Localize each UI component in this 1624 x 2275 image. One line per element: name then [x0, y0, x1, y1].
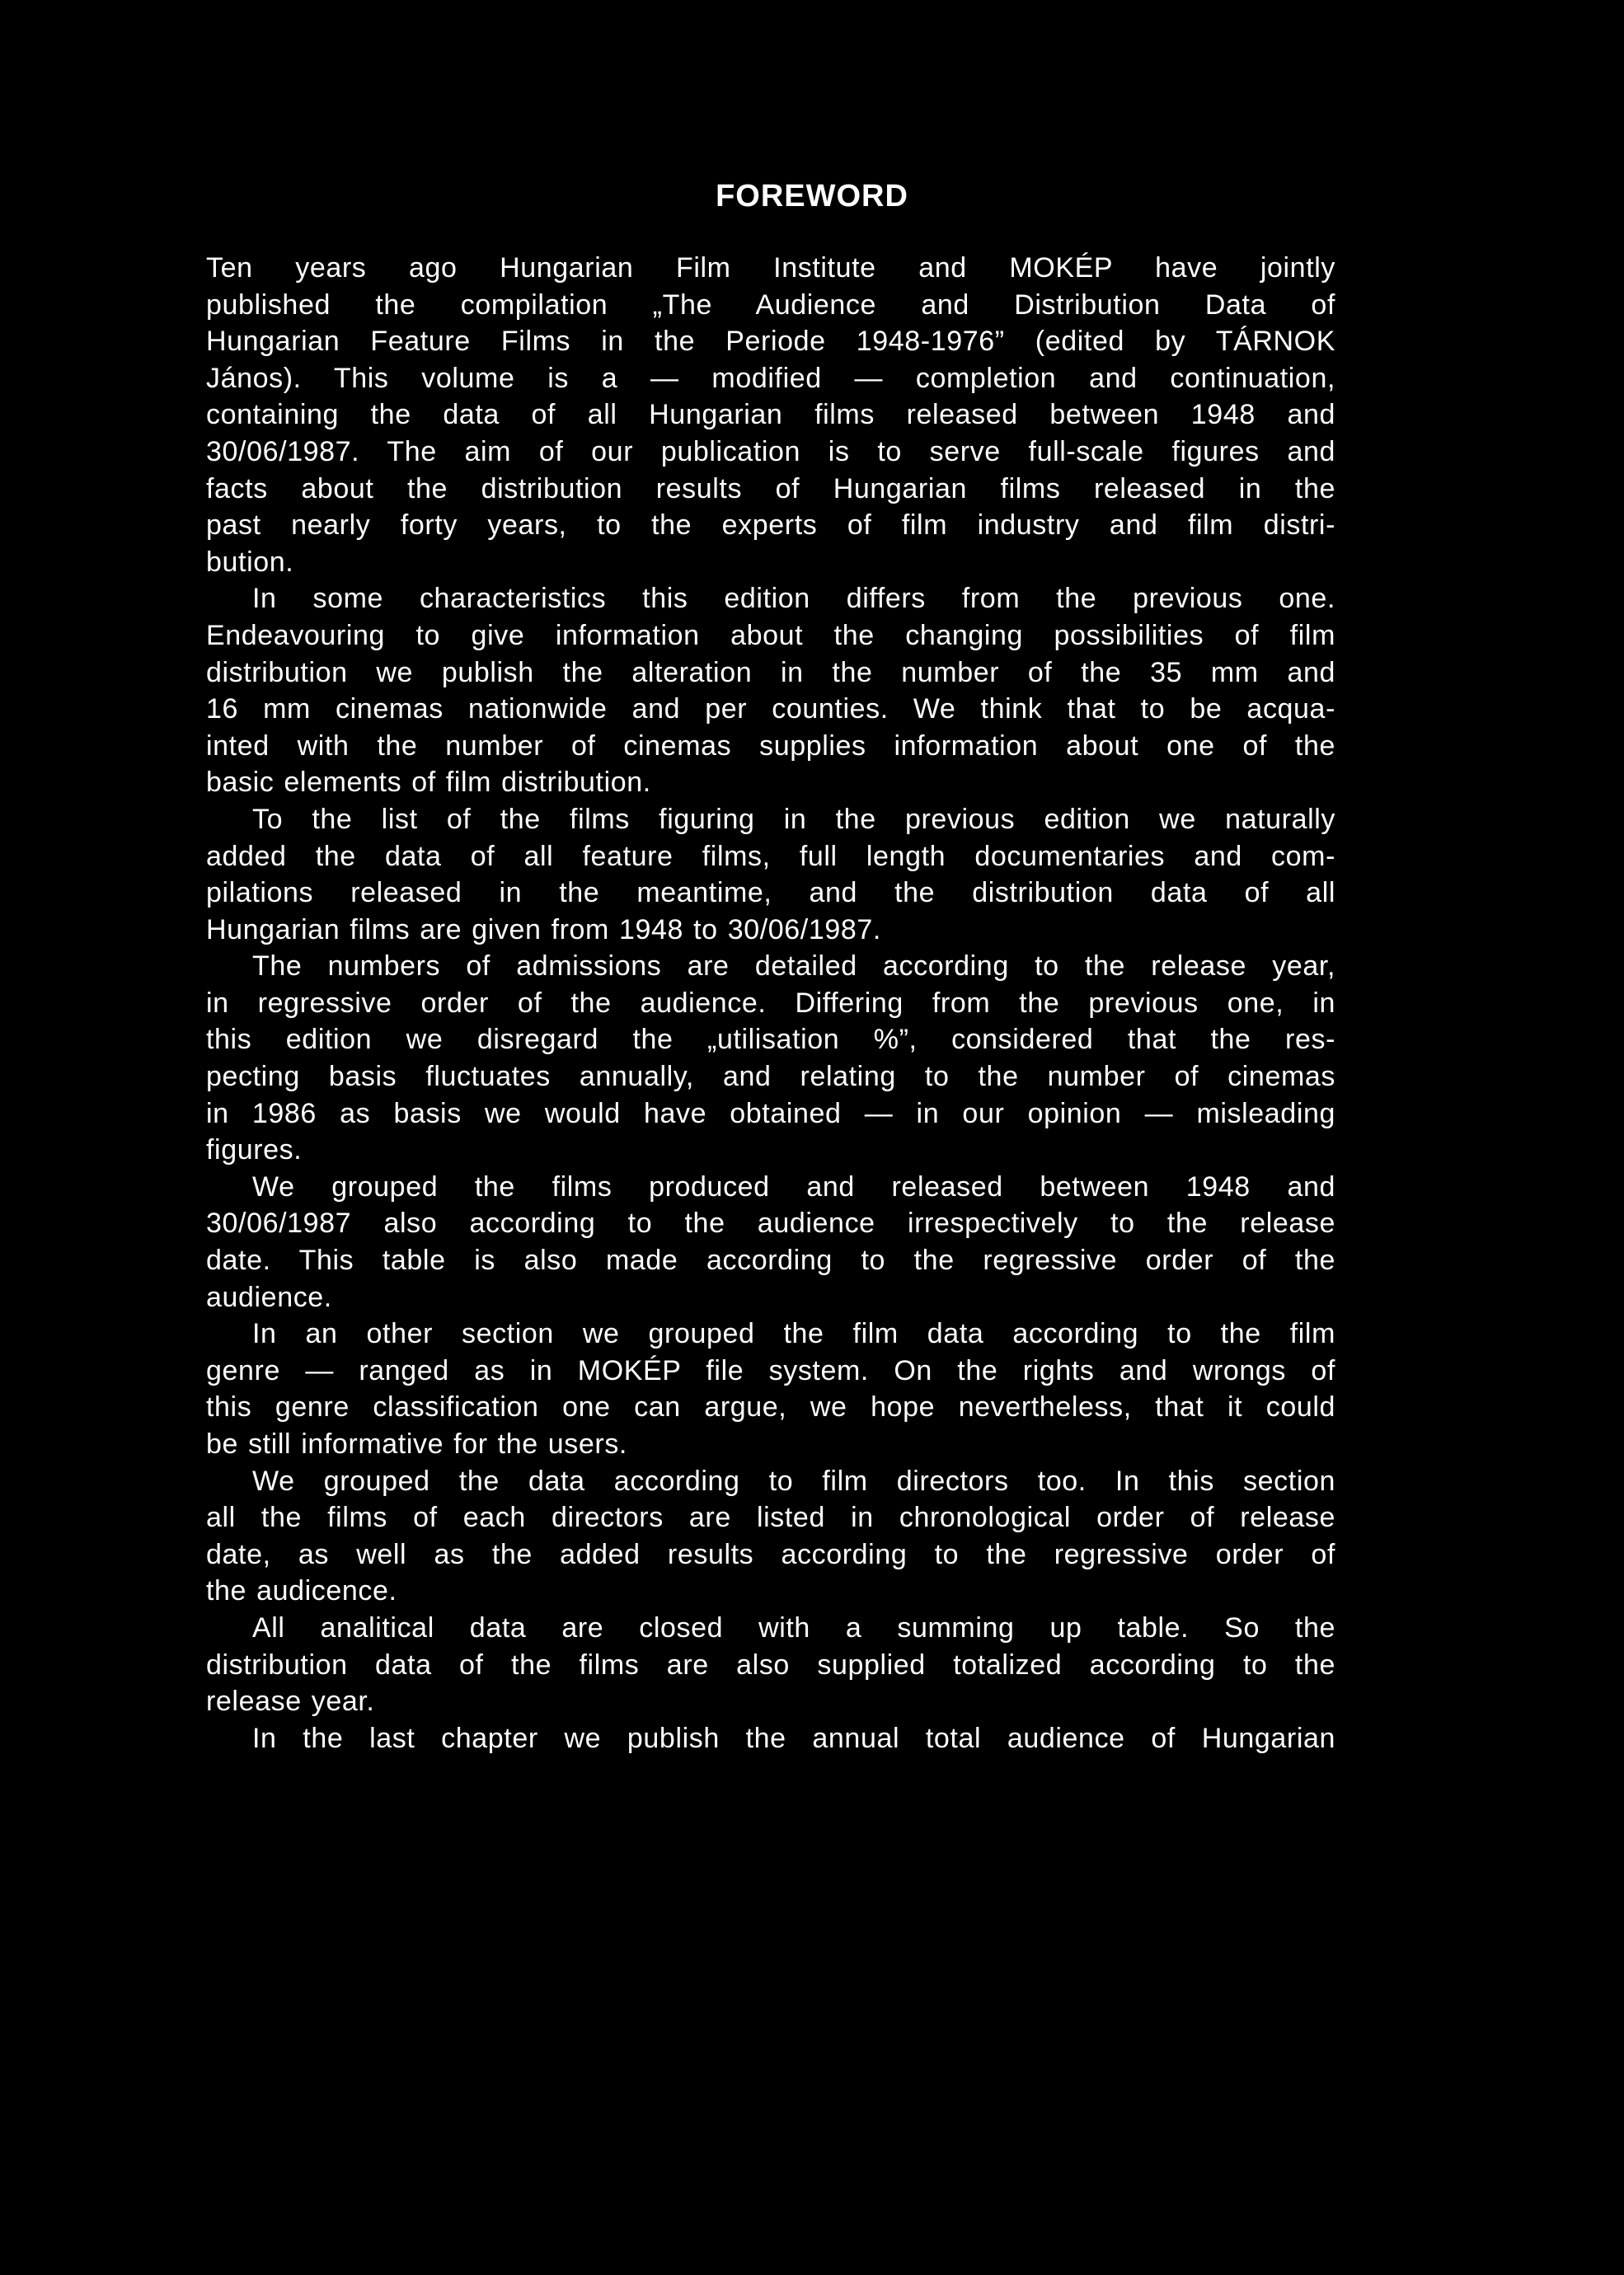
text-line: Hungarian Feature Films in the Periode 1948-1976” (edited by TÁRNOK [206, 326, 1335, 358]
text-line: in 1986 as basis we would have obtained — in our opinion — misleading [206, 1097, 1335, 1129]
text-line: the audicence. [206, 1575, 397, 1607]
text-line: all the films of each directors are listed in chronological order of release [206, 1502, 1335, 1534]
text-line: past nearly forty years, to the experts of film industry and film distri- [206, 509, 1335, 542]
text-line: We grouped the data according to film directors too. In this section [252, 1465, 1335, 1497]
text-line: 16 mm cinemas nationwide and per counties. We think that to be acqua- [206, 693, 1335, 725]
text-line: distribution we publish the alteration in the number of the 35 mm and [206, 656, 1335, 688]
page-title: FOREWORD [716, 179, 908, 213]
text-line: this genre classification one can argue, we hope nevertheless, that it could [206, 1391, 1335, 1424]
text-line: be still informative for the users. [206, 1428, 627, 1460]
text-line: release year. [206, 1686, 375, 1718]
text-line: inted with the number of cinemas supplies information about one of the [206, 729, 1335, 762]
text-line: János). This volume is a — modified — completion and continuation, [206, 362, 1335, 394]
text-line: figures. [206, 1134, 303, 1166]
text-line: Hungarian films are given from 1948 to 30/06/1987. [206, 913, 881, 945]
text-line: In some characteristics this edition differs from the previous one. [252, 583, 1335, 615]
text-line: audience. [206, 1281, 332, 1313]
text-line: added the data of all feature films, full length documentaries and com- [206, 840, 1335, 872]
text-line: Ten years ago Hungarian Film Institute and MOKÉP have jointly [206, 252, 1335, 284]
text-line: genre — ranged as in MOKÉP file system. On the rights and wrongs of [206, 1354, 1335, 1386]
text-line: bution. [206, 546, 294, 578]
text-line: To the list of the films figuring in the previous edition we naturally [252, 803, 1335, 835]
foreword-text [206, 250, 1335, 1757]
text-line: this edition we disregard the „utilisation %”, considered that the res- [206, 1024, 1335, 1056]
text-line: containing the data of all Hungarian films released between 1948 and [206, 399, 1335, 431]
text-line: date, as well as the added results according to the regressive order of [206, 1538, 1335, 1570]
text-line: 30/06/1987. The aim of our publication is to serve full-scale figures and [206, 435, 1335, 467]
text-line: pilations released in the meantime, and the distribution data of all [206, 877, 1335, 909]
text-line: pecting basis fluctuates annually, and relating to the number of cinemas [206, 1061, 1335, 1093]
text-line: All analitical data are closed with a summing up table. So the [252, 1611, 1335, 1644]
text-line: facts about the distribution results of Hungarian films released in the [206, 472, 1335, 504]
text-line: In an other section we grouped the film data according to the film [252, 1318, 1335, 1350]
text-line: In the last chapter we publish the annual total audience of Hungarian [252, 1722, 1335, 1754]
text-line: Endeavouring to give information about the changing possibilities of film [206, 619, 1335, 651]
text-line: We grouped the films produced and released between 1948 and [252, 1170, 1335, 1203]
text-line: published the compilation „The Audience and Distribution Data of [206, 288, 1335, 321]
text-line: 30/06/1987 also according to the audience irrespectively to the release [206, 1208, 1335, 1240]
text-line: in regressive order of the audience. Differing from the previous one, in [206, 987, 1335, 1019]
text-line: The numbers of admissions are detailed according to the release year, [252, 950, 1335, 983]
text-line: distribution data of the films are also supplied totalized according to the [206, 1649, 1335, 1681]
text-line: date. This table is also made according to the regressive order of the [206, 1245, 1335, 1277]
text-line: basic elements of film distribution. [206, 767, 651, 799]
